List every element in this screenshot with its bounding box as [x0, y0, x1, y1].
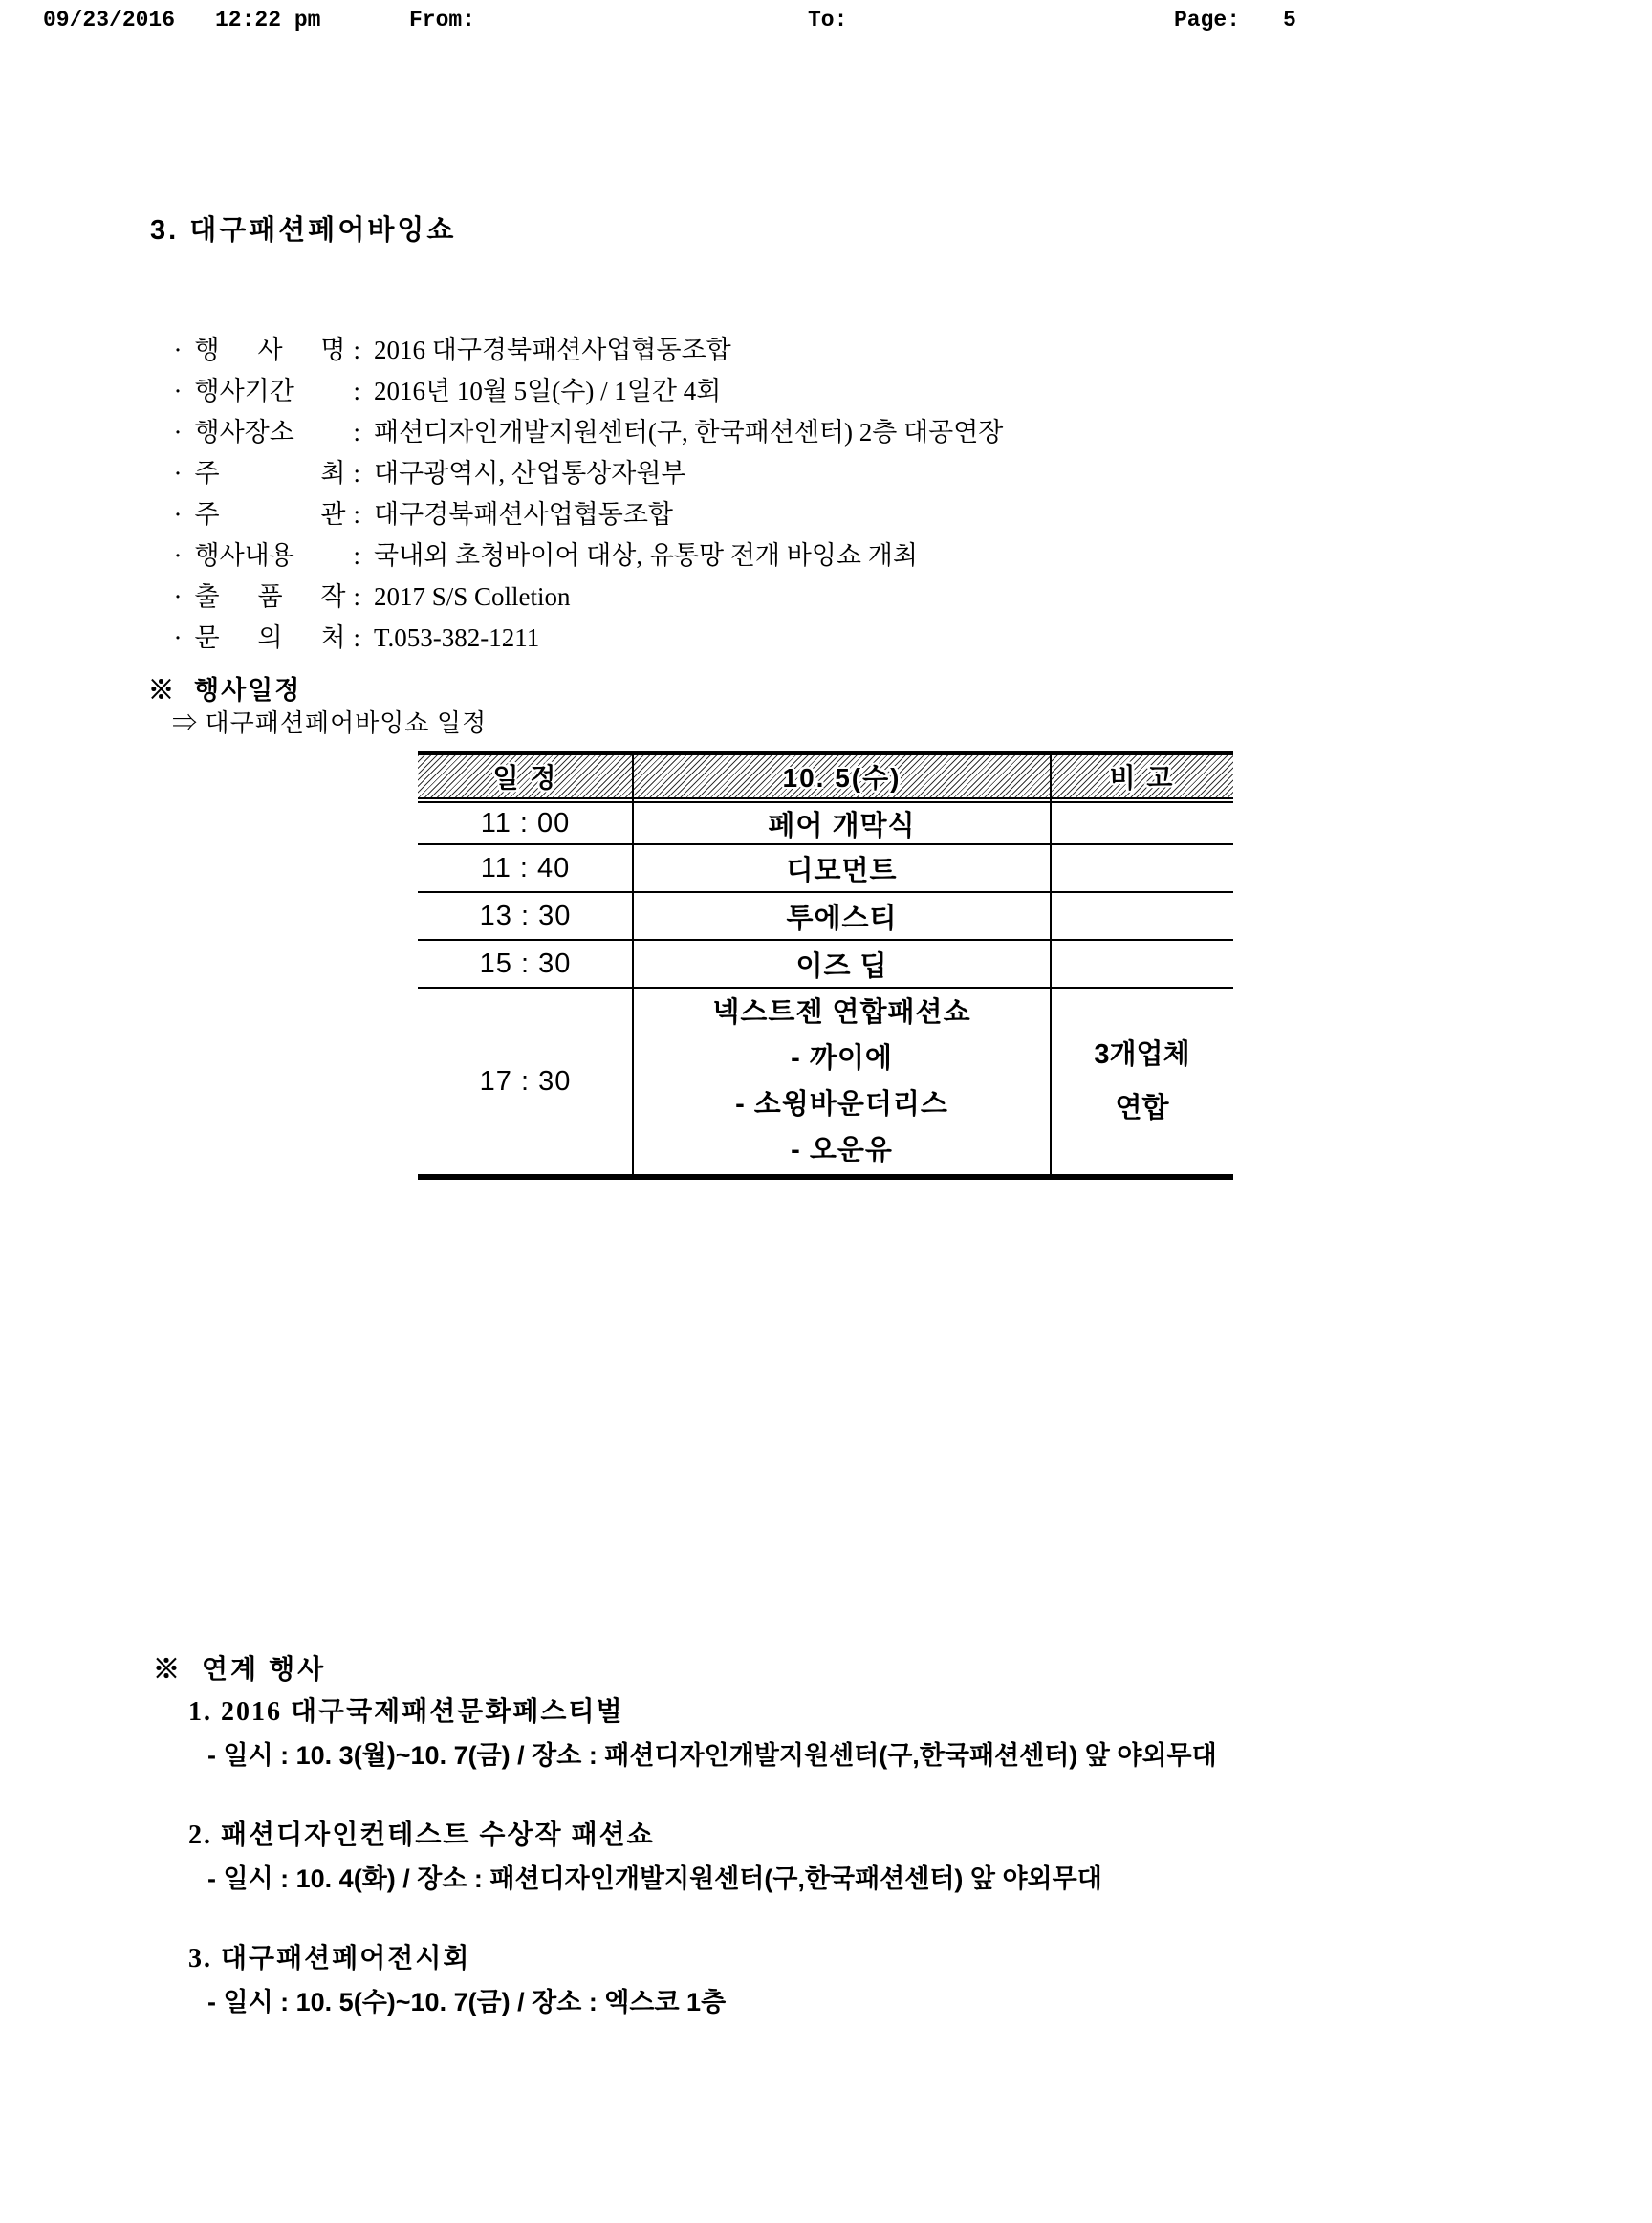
bullet-icon: ·: [173, 623, 183, 652]
table-row-fashion-show: [418, 989, 1233, 1174]
schedule-event-line: - 오운유: [791, 1135, 893, 1166]
detail-row-host: [161, 416, 686, 488]
detail-row-event-name: [161, 293, 731, 364]
table-header-schedule: 일 정: [492, 763, 558, 793]
schedule-note-line: 연합: [1115, 1093, 1169, 1123]
schedule-note: [1051, 803, 1233, 843]
table-column-divider: [1050, 751, 1052, 1180]
fax-time: 12:22 pm: [215, 8, 321, 33]
schedule-section-heading: ※ 행사일정: [148, 676, 302, 705]
detail-label: 문 의 처: [194, 623, 346, 652]
detail-label: 주 최: [194, 459, 346, 488]
detail-label: 출 품 작: [194, 582, 346, 611]
bullet-icon: ·: [173, 459, 183, 488]
fax-page-number: 5: [1283, 8, 1296, 33]
schedule-event: 페어 개막식: [768, 810, 916, 841]
table-row: [418, 803, 1233, 845]
related-item-detail: - 일시 : 10. 3(월)~10. 7(금) / 장소 : 패션디자인개발지원센터(구,한국패션센터) 앞 야외무대: [207, 1741, 1217, 1770]
page-title: 3. 대구패션페어바잉쇼: [150, 215, 457, 246]
related-item-title: 1. 2016 대구국제패션문화페스티벌: [188, 1697, 624, 1727]
table-column-divider: [632, 751, 634, 1180]
fax-transmission-header: [0, 8, 1652, 36]
detail-value: 대구광역시, 산업통상자원부: [374, 459, 686, 488]
related-item-detail: - 일시 : 10. 4(화) / 장소 : 패션디자인개발지원센터(구,한국패션센터) 앞 야외무대: [207, 1864, 1102, 1893]
related-item-title: 3. 대구패션페어전시회: [188, 1944, 471, 1973]
schedule-event-line: 넥스트젠 연합패션쇼: [712, 997, 971, 1028]
detail-row-event-content: [161, 498, 918, 570]
detail-row-exhibits: [161, 539, 571, 611]
colon-separator: :: [353, 418, 361, 447]
table-header-note: 비 고: [1109, 763, 1175, 793]
bullet-icon: ·: [173, 582, 183, 611]
schedule-table: [418, 751, 1233, 1180]
detail-label: 행 사 명: [194, 336, 346, 364]
detail-value: 대구경북패션사업협동조합: [374, 500, 673, 529]
schedule-time: 17 : 30: [479, 1065, 572, 1097]
fax-date: 09/23/2016: [43, 8, 176, 33]
fax-page-label: Page:: [1174, 8, 1241, 33]
colon-separator: :: [353, 500, 361, 529]
table-row: [418, 845, 1233, 893]
table-header-row: [418, 755, 1233, 799]
colon-separator: :: [353, 623, 361, 652]
detail-label: 행사장소: [194, 418, 294, 447]
table-row: [418, 893, 1233, 941]
schedule-time: 13 : 30: [479, 900, 572, 931]
schedule-note-line: 3개업체: [1094, 1039, 1190, 1070]
fax-from-label: From:: [409, 8, 476, 33]
bullet-icon: ·: [173, 418, 183, 447]
schedule-event-line: - 까이에: [791, 1043, 893, 1074]
detail-row-contact: [161, 580, 540, 652]
colon-separator: :: [353, 541, 361, 570]
schedule-event-list: [633, 989, 1051, 1174]
colon-separator: :: [353, 459, 361, 488]
bullet-icon: ·: [173, 377, 183, 405]
schedule-time: 11 : 40: [480, 852, 571, 883]
detail-row-event-period: [161, 334, 722, 405]
schedule-note: [1051, 893, 1233, 939]
related-section-heading: ※ 연계 행사: [153, 1655, 327, 1685]
detail-value: T.053-382-1211: [374, 623, 540, 652]
colon-separator: :: [353, 377, 361, 405]
detail-label: 주 관: [194, 500, 346, 529]
schedule-event-line: - 소윙바운더리스: [735, 1089, 948, 1120]
related-item-title: 2. 패션디자인컨테스트 수상작 패션쇼: [188, 1820, 655, 1850]
detail-row-organizer: [161, 457, 673, 529]
detail-value: 국내외 초청바이어 대상, 유통망 전개 바잉쇼 개최: [374, 541, 918, 570]
table-header-date: 10. 5(수): [782, 763, 902, 793]
table-bottom-border: [418, 1174, 1233, 1180]
schedule-time: 11 : 00: [480, 807, 571, 839]
detail-value: 패션디자인개발지원센터(구, 한국패션센터) 2층 대공연장: [374, 418, 1004, 447]
detail-value: 2016년 10월 5일(수) / 1일간 4회: [374, 377, 722, 405]
bullet-icon: ·: [173, 336, 183, 364]
detail-value: 2016 대구경북패션사업협동조합: [374, 336, 731, 364]
schedule-note-list: [1051, 989, 1233, 1174]
table-row: [418, 941, 1233, 989]
detail-label: 행사내용: [194, 541, 294, 570]
detail-label: 행사기간: [194, 377, 294, 405]
related-item-detail: - 일시 : 10. 5(수)~10. 7(금) / 장소 : 엑스코 1층: [207, 1988, 727, 2016]
schedule-event: 디모먼트: [786, 855, 898, 886]
schedule-time: 15 : 30: [479, 948, 572, 979]
schedule-note: [1051, 845, 1233, 891]
detail-value: 2017 S/S Colletion: [374, 582, 571, 611]
fax-to-label: To:: [808, 8, 848, 33]
detail-row-event-venue: [161, 375, 1004, 447]
bullet-icon: ·: [173, 541, 183, 570]
schedule-note: [1051, 941, 1233, 987]
colon-separator: :: [353, 582, 361, 611]
schedule-event: 이즈 딥: [795, 950, 888, 982]
bullet-icon: ·: [173, 500, 183, 529]
schedule-event: 투에스티: [786, 903, 898, 934]
schedule-section-subheading: ⇒ 대구패션페어바잉쇼 일정: [172, 709, 488, 737]
colon-separator: :: [353, 336, 361, 364]
